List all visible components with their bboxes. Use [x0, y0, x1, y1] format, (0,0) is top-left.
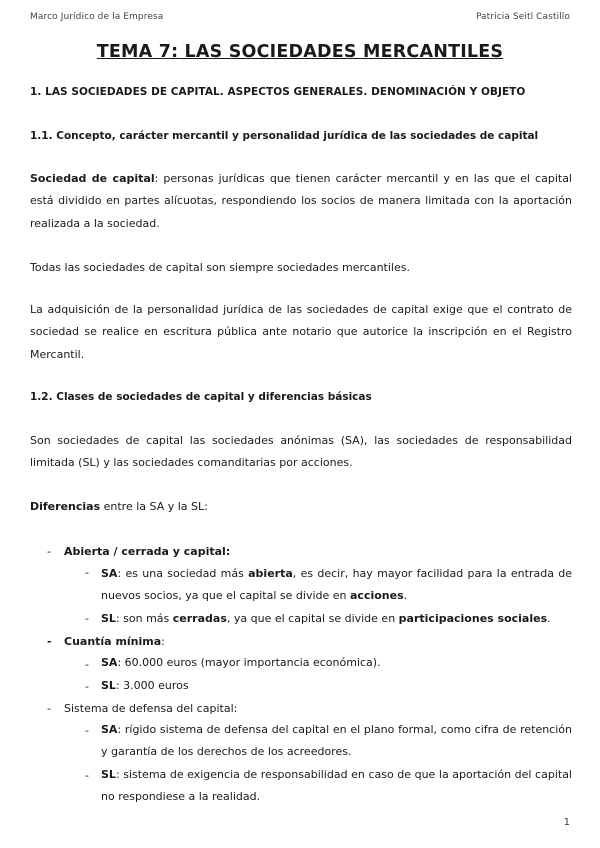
header-course-name: Marco Jurídico de la Empresa	[30, 12, 164, 22]
definition-term: Sociedad de capital	[30, 172, 155, 185]
bullet-capital-defense-sa: SA: rígido sistema de defensa del capital en el plano formal, como cifra de retención y garantía de los derechos de los acreedores.	[101, 723, 572, 759]
section-1-heading: 1. LAS SOCIEDADES DE CAPITAL. ASPECTOS GENERALES. DENOMINACIÓN Y OBJETO	[30, 86, 526, 98]
definition-paragraph	[30, 168, 572, 235]
differences-rest: entre la SA y la SL:	[100, 500, 208, 513]
page-header	[30, 12, 570, 26]
differences-intro	[30, 496, 572, 518]
page-title: TEMA 7: LAS SOCIEDADES MERCANTILES	[96, 42, 504, 62]
bullet-capital-defense-sl: SL: sistema de exigencia de responsabilidad en caso de que la aportación del capital no respondiese a la realidad.	[101, 768, 572, 804]
bullet-min-amount-title: Cuantía mínima:	[64, 635, 165, 648]
bullet-min-amount-sa: SA: 60.000 euros (mayor importancia económica).	[101, 656, 381, 669]
bullet-open-closed-sl: SL: son más cerradas, ya que el capital se divide en participaciones sociales.	[101, 612, 551, 625]
mercantile-paragraph: Todas las sociedades de capital son siempre sociedades mercantiles.	[30, 261, 410, 274]
bullet-open-closed-title: Abierta / cerrada y capital:	[64, 545, 231, 558]
list-dash: -	[47, 635, 52, 648]
list-dash: -	[85, 612, 89, 625]
page-number: 1	[563, 817, 570, 828]
bullet-open-closed-sa: SA: es una sociedad más abierta, es decir, hay mayor facilidad para la entrada de nuevos socios, ya que el capital se divide en acciones.	[101, 567, 572, 603]
list-dash: -	[85, 680, 89, 693]
legal-personality-paragraph: La adquisición de la personalidad jurídica de las sociedades de capital exige que el contrato de sociedad se realice en escritura pública ante notario que autorice la inscripción en el Registro Mercantil.	[30, 303, 572, 361]
bullet-capital-defense-title: Sistema de defensa del capital:	[64, 702, 238, 715]
list-dash: -	[85, 658, 89, 671]
section-1-2-heading: 1.2. Clases de sociedades de capital y diferencias básicas	[30, 391, 372, 403]
section-1-1-heading: 1.1. Concepto, carácter mercantil y personalidad jurídica de las sociedades de capital	[30, 130, 539, 142]
header-author-name: Patricia Seitl Castillo	[475, 12, 570, 22]
list-dash: -	[47, 702, 51, 715]
types-paragraph: Son sociedades de capital las sociedades anónimas (SA), las sociedades de responsabilidad limitada (SL) y las sociedades comanditarias por acciones.	[30, 434, 572, 470]
definition-text: : personas jurídicas que tienen carácter mercantil y en las que el capital está dividido en partes alícuotas, respondiendo los socios de manera limitada con la aportación realizada a la sociedad.	[30, 172, 572, 230]
list-dash: -	[85, 769, 89, 782]
list-dash: -	[85, 566, 89, 579]
list-dash: -	[47, 545, 51, 558]
differences-term: Diferencias	[30, 500, 101, 513]
bullet-min-amount-sl: SL: 3.000 euros	[101, 679, 189, 692]
list-dash: -	[85, 724, 89, 737]
